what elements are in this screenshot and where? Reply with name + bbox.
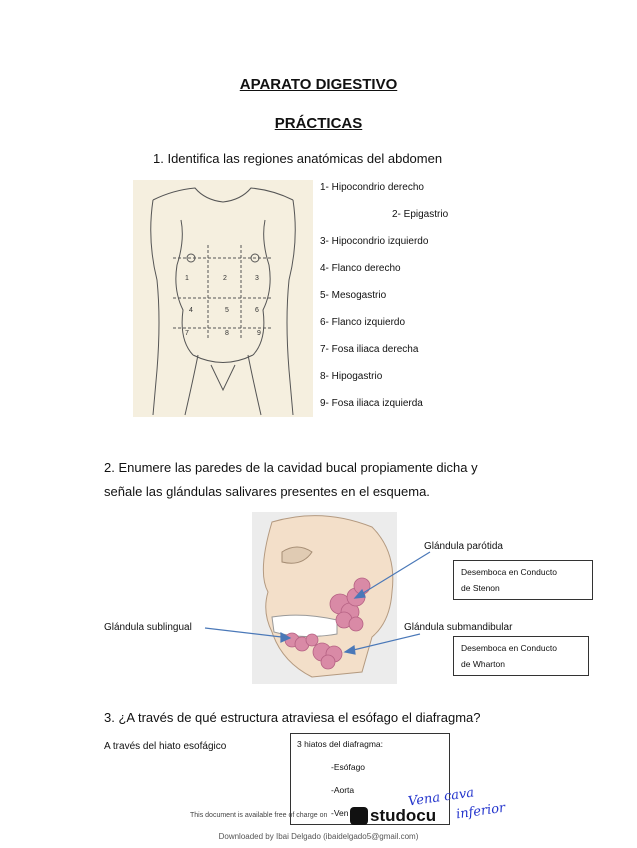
document-title: APARATO DIGESTIVO bbox=[239, 76, 398, 93]
regions-list bbox=[320, 182, 620, 422]
hiatus-box-title: 3 hiatos del diafragma: bbox=[297, 739, 383, 749]
region-item: 8- Hipogastrio bbox=[320, 371, 383, 382]
parotid-duct-box bbox=[453, 560, 593, 600]
handwritten-note-line1: Vena cava bbox=[407, 785, 476, 810]
region-number-8: 8 bbox=[225, 330, 229, 337]
studocu-brand: studocu bbox=[370, 806, 437, 825]
question-3-answer: A través del hiato esofágico bbox=[104, 741, 227, 752]
region-number-5: 5 bbox=[225, 307, 229, 314]
abdomen-figure bbox=[133, 180, 313, 417]
hiatus-item: -Ven bbox=[331, 808, 349, 818]
parotid-box-line2: de Stenon bbox=[461, 583, 500, 593]
region-number-9: 9 bbox=[257, 330, 261, 337]
region-number-4: 4 bbox=[189, 307, 193, 314]
parotid-box-line1: Desemboca en Conducto bbox=[461, 567, 557, 577]
document-subtitle: PRÁCTICAS bbox=[274, 115, 363, 132]
label-parotid-gland: Glándula parótida bbox=[424, 541, 503, 552]
studocu-icon bbox=[350, 807, 368, 825]
submandibular-duct-box bbox=[453, 636, 589, 676]
question-1-heading: 1. Identifica las regiones anatómicas del abdomen bbox=[153, 151, 443, 166]
question-3-heading: 3. ¿A través de qué estructura atraviesa el esófago el diafragma? bbox=[104, 710, 481, 725]
region-item: 9- Fosa iliaca izquierda bbox=[320, 398, 423, 409]
submandibular-box-line2: de Wharton bbox=[461, 659, 505, 669]
region-item: 6- Flanco izquierdo bbox=[320, 317, 406, 328]
hiatus-item: -Aorta bbox=[331, 785, 355, 795]
region-number-2: 2 bbox=[223, 275, 227, 282]
download-info: Downloaded by Ibai Delgado (ibaidelgado5@gmail.com) bbox=[218, 832, 419, 841]
submandibular-box-line1: Desemboca en Conducto bbox=[461, 643, 557, 653]
region-item: 7- Fosa iliaca derecha bbox=[320, 344, 419, 355]
region-number-7: 7 bbox=[185, 330, 189, 337]
hiatus-item: -Esófago bbox=[331, 762, 366, 772]
region-number-1: 1 bbox=[185, 275, 189, 282]
region-item: 3- Hipocondrio izquierdo bbox=[320, 236, 429, 247]
skull-figure bbox=[252, 512, 397, 684]
label-submandibular-gland: Glándula submandibular bbox=[404, 622, 513, 633]
skull-drawing bbox=[252, 512, 397, 684]
handwritten-note-line2: inferior bbox=[455, 800, 507, 823]
region-item: 1- Hipocondrio derecho bbox=[320, 182, 424, 193]
abdomen-drawing bbox=[133, 180, 313, 417]
question-2-heading-line2: señale las glándulas salivares presentes en el esquema. bbox=[104, 484, 430, 499]
question-2-heading-line1: 2. Enumere las paredes de la cavidad bucal propiamente dicha y bbox=[104, 460, 478, 475]
label-sublingual-gland: Glándula sublingual bbox=[104, 622, 192, 633]
region-item: 5- Mesogastrio bbox=[320, 290, 387, 301]
region-item: 2- Epigastrio bbox=[392, 209, 449, 220]
watermark-text: This document is available free of charge on bbox=[190, 812, 328, 819]
studocu-logo bbox=[350, 806, 436, 826]
region-number-3: 3 bbox=[255, 275, 259, 282]
region-item: 4- Flanco derecho bbox=[320, 263, 401, 274]
region-number-6: 6 bbox=[255, 307, 259, 314]
